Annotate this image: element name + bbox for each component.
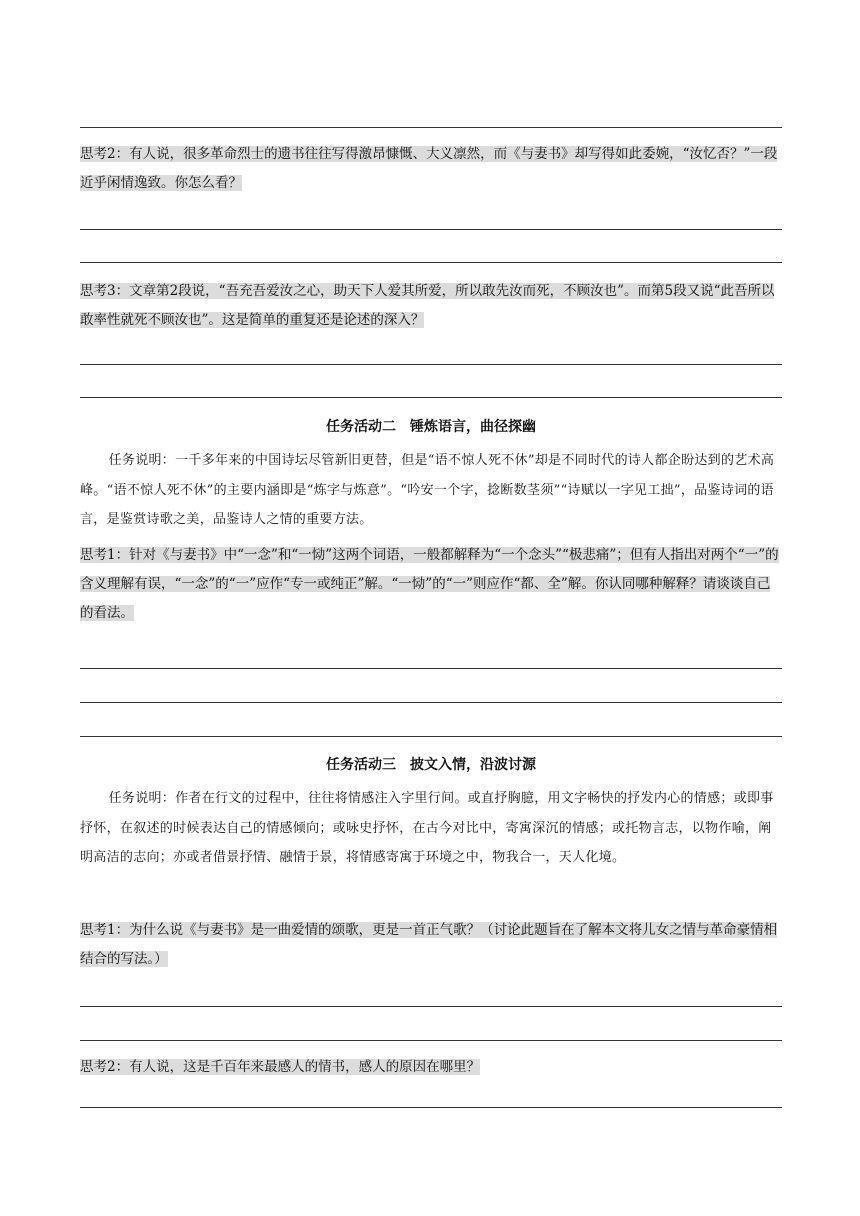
answer-line xyxy=(80,702,782,703)
answer-line xyxy=(80,1006,782,1007)
question-text xyxy=(80,1053,782,1082)
task-description: 任务说明：作者在行文的过程中，往往将情感注入字里行间。或直抒胸臆，用文字畅快的抒发内心的情感；或即事抒怀，在叙述的时候表达自己的情感倾向；或咏史抒怀，在古今对比中，寄寓深沉的情感；或托物言志，以物作喻，阐明高洁的志向；亦或者借景抒情、融情于景，将情感寄寓于环境之中，物我合一，天人化境。 xyxy=(80,791,774,865)
section-title: 任务活动二 锤炼语言，曲径探幽 xyxy=(326,419,536,435)
answer-line xyxy=(80,127,782,128)
answer-line xyxy=(80,229,782,230)
question-highlight: 思考1：针对《与妻书》中“一念”和“一恸”这两个词语，一般都解释为“一个念头”“极悲痛”；但有人指出对两个“一”的含义理解有误，“一念”的“一”应作“专一或纯正”解。“一恸”的“一”则应作“都、全”解。你认同哪种解释？请谈谈自己的看法。 xyxy=(80,547,779,621)
question-highlight: 思考2：有人说，很多革命烈士的遗书往往写得激昂慷慨、大义凛然，而《与妻书》却写得如此委婉，“汝忆否？”一段近乎闲情逸致。你怎么看？ xyxy=(80,146,778,191)
answer-line xyxy=(80,736,782,737)
question-text xyxy=(80,916,782,974)
answer-line xyxy=(80,1040,782,1041)
section-title: 任务活动三 披文入情，沿波讨源 xyxy=(326,757,536,773)
answer-line xyxy=(80,364,782,365)
answer-line xyxy=(80,668,782,669)
question-highlight: 思考3：文章第2段说，“吾充吾爱汝之心，助天下人爱其所爱，所以敢先汝而死，不顾汝也”。而第5段又说“此吾所以敢率性就死不顾汝也”。这是简单的重复还是论述的深入？ xyxy=(80,283,775,328)
question-highlight: 思考1：为什么说《与妻书》是一曲爱情的颂歌，更是一首正气歌？（讨论此题旨在了解本文将儿女之情与革命豪情相结合的写法。） xyxy=(80,922,778,967)
answer-line xyxy=(80,397,782,398)
question-highlight: 思考2：有人说，这是千百年来最感人的情书，感人的原因在哪里？ xyxy=(80,1059,481,1075)
answer-line xyxy=(80,1107,782,1108)
answer-line xyxy=(80,262,782,263)
question-text xyxy=(80,277,782,335)
question-text xyxy=(80,140,782,198)
question-text xyxy=(80,541,782,628)
task-description: 任务说明：一千多年来的中国诗坛尽管新旧更替，但是“语不惊人死不休”却是不同时代的诗人都企盼达到的艺术高峰。“语不惊人死不休”的主要内涵即是“炼字与炼意”。“吟安一个字，捻断数茎须”“诗赋以一字见工拙”，品鉴诗词的语言，是鉴赏诗歌之美，品鉴诗人之情的重要方法。 xyxy=(80,453,775,527)
